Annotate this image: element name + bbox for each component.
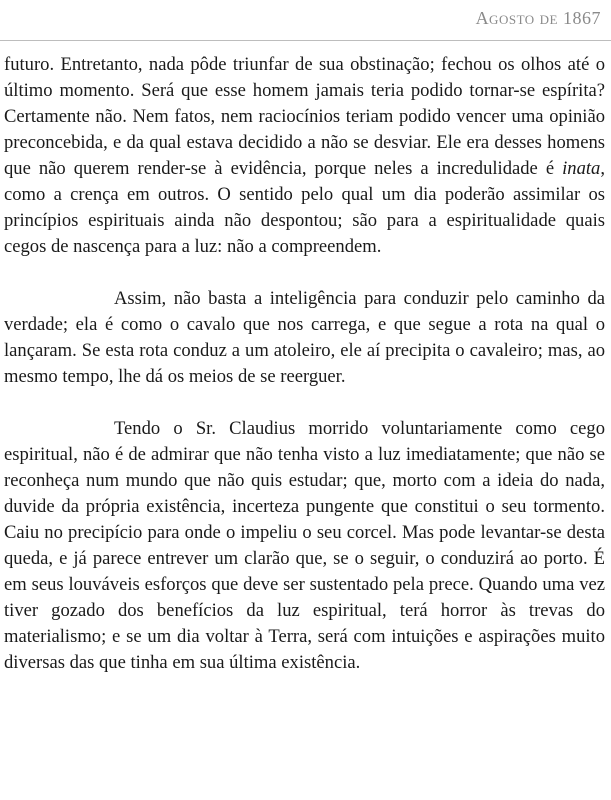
paragraph-1 — [4, 52, 605, 260]
running-header: Agosto de 1867 — [475, 8, 601, 28]
paragraph-1-text: futuro. Entretanto, nada pôde triunfar de sua obstinação; fechou os olhos até o último momento. Será que esse homem jamais teria podido tornar-se espírita? Certamente não. Nem fatos, nem raciocínios teriam podido vencer uma opinião preconcebida, e da qual estava decidido a não se desviar. Ele era desses homens que não querem render-se à evidência, porque neles a incredulidade é — [4, 54, 605, 179]
header-rule — [0, 40, 611, 41]
paragraph-1-italic: inata — [562, 158, 601, 179]
paragraph-3: Tendo o Sr. Claudius morrido voluntariamente como cego espiritual, não é de admirar que não tenha visto a luz imediatamente; que não se reconheça num mundo que não quis estudar; que, morto com a ideia do nada, duvide da própria existência, incerteza pungente que constitui o seu tormento. Caiu no precipício para onde o impeliu o seu corcel. Mas pode levantar-se desta queda, e já parece entrever um clarão que, se o seguir, o conduzirá ao porto. É em seus louváveis esforços que deve ser sustentado pela prece. Quando uma vez tiver gozado dos benefícios da luz espiritual, terá horror às trevas do materialismo; e se um dia voltar à Terra, será com intuições e aspirações muito diversas das que tinha em sua última existência. — [4, 418, 605, 673]
paragraph-2: Assim, não basta a inteligência para conduzir pelo caminho da verdade; ela é como o cavalo que nos carrega, e que segue a rota na qual o lançaram. Se esta rota conduz a um atoleiro, ele aí precipita o cavaleiro; mas, ao mesmo tempo, lhe dá os meios de se reerguer. — [4, 288, 605, 387]
paragraph-1-end: , como a crença em outros. O sentido pelo qual um dia poderão assimilar os princípios espirituais ainda não despontou; são para a espiritualidade quais cegos de nascença para a luz: não a compreendem. — [4, 158, 605, 257]
body-text — [4, 52, 605, 676]
